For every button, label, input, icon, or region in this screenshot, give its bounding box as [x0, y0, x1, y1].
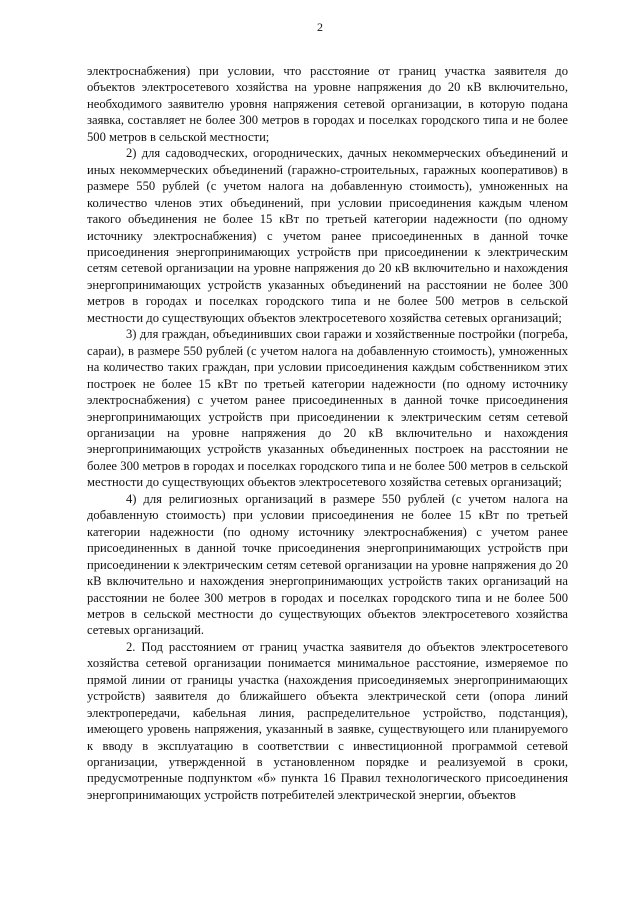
page-number: 2: [317, 20, 323, 34]
paragraph-item-4: 4) для религиозных организаций в размере 550 рублей (с учетом налога на добавленную стоимость) при условии присоединения не более 15 кВт по третьей категории надежности (по одному источнику электроснабжения) с учетом ранее присоединенных в данной точке присоединения энергопринимающих устройств при присоединении к электрическим сетям сетевой организации на уровне напряжения до 20 кВ включительно и нахождения энергопринимающих устройств таких организаций на расстоянии не более 300 метров в городах и поселках городского типа и не более 500 метров в сельской местности до существующих объектов электросетевого хозяйства сетевых организаций.: [87, 491, 568, 638]
paragraph-item-2: 2) для садоводческих, огороднических, дачных некоммерческих объединений и иных некоммерческих объединений (гаражно-строительных, гаражных кооперативов) в размере 550 рублей (с учетом налога на добавленную стоимость), умноженных на количество членов этих объединений, при условии присоединения каждым членом такого объединения не более 15 кВт по третьей категории надежности (по одному источнику электроснабжения) с учетом ранее присоединенных в данной точке присоединения энергопринимающих устройств при присоединении к электрическим сетям сетевой организации на уровне напряжения до 20 кВ включительно и нахождения энергопринимающих устройств указанных объединений на расстоянии не более 300 метров в городах и поселках городского типа и не более 500 метров в сельской местности до существующих объектов электросетевого хозяйства сетевых организаций;: [87, 146, 568, 325]
paragraph-continuation: электроснабжения) при условии, что расстояние от границ участка заявителя до объектов электросетевого хозяйства на уровне напряжения до 20 кВ включительно, необходимого заявителю уровня напряжения сетевой организации, в которую подана заявка, составляет не более 300 метров в городах и поселках городского типа и не более 500 метров в сельской местности;: [87, 64, 568, 144]
paragraph-item-3: 3) для граждан, объединивших свои гаражи и хозяйственные постройки (погреба, сараи), в размере 550 рублей (с учетом налога на добавленную стоимость), умноженных на количество таких граждан, при условии присоединения каждым собственником этих построек не более 15 кВт по третьей категории надежности (по одному источнику электроснабжения) с учетом ранее присоединенных в данной точке присоединения энергопринимающих устройств при присоединении к электрическим сетям сетевой организации на уровне напряжения до 20 кВ включительно и нахождения энергопринимающих устройств указанных объединенных построек на расстоянии не более 300 метров в городах и поселках городского типа и не более 500 метров в сельской местности до существующих объектов электросетевого хозяйства сетевых организаций;: [87, 327, 568, 490]
paragraph-section-2: 2. Под расстоянием от границ участка заявителя до объектов электросетевого хозяйства сетевой организации понимается минимальное расстояние, измеряемое по прямой линии от границы участка (нахождения присоединяемых энергопринимающих устройств) заявителя до ближайшего объекта электрической сети (опора линий электропередачи, кабельная линия, распределительное устройство, подстанция), имеющего уровень напряжения, указанный в заявке, существующего или планируемого к вводу в эксплуатацию в соответствии с инвестиционной программой сетевой организации, утвержденной в установленном порядке и реализуемой в сроки, предусмотренные подпунктом «б» пункта 16 Правил технологического присоединения энергопринимающих устройств потребителей электрической энергии, объектов: [87, 639, 568, 802]
document-body: [87, 63, 568, 803]
